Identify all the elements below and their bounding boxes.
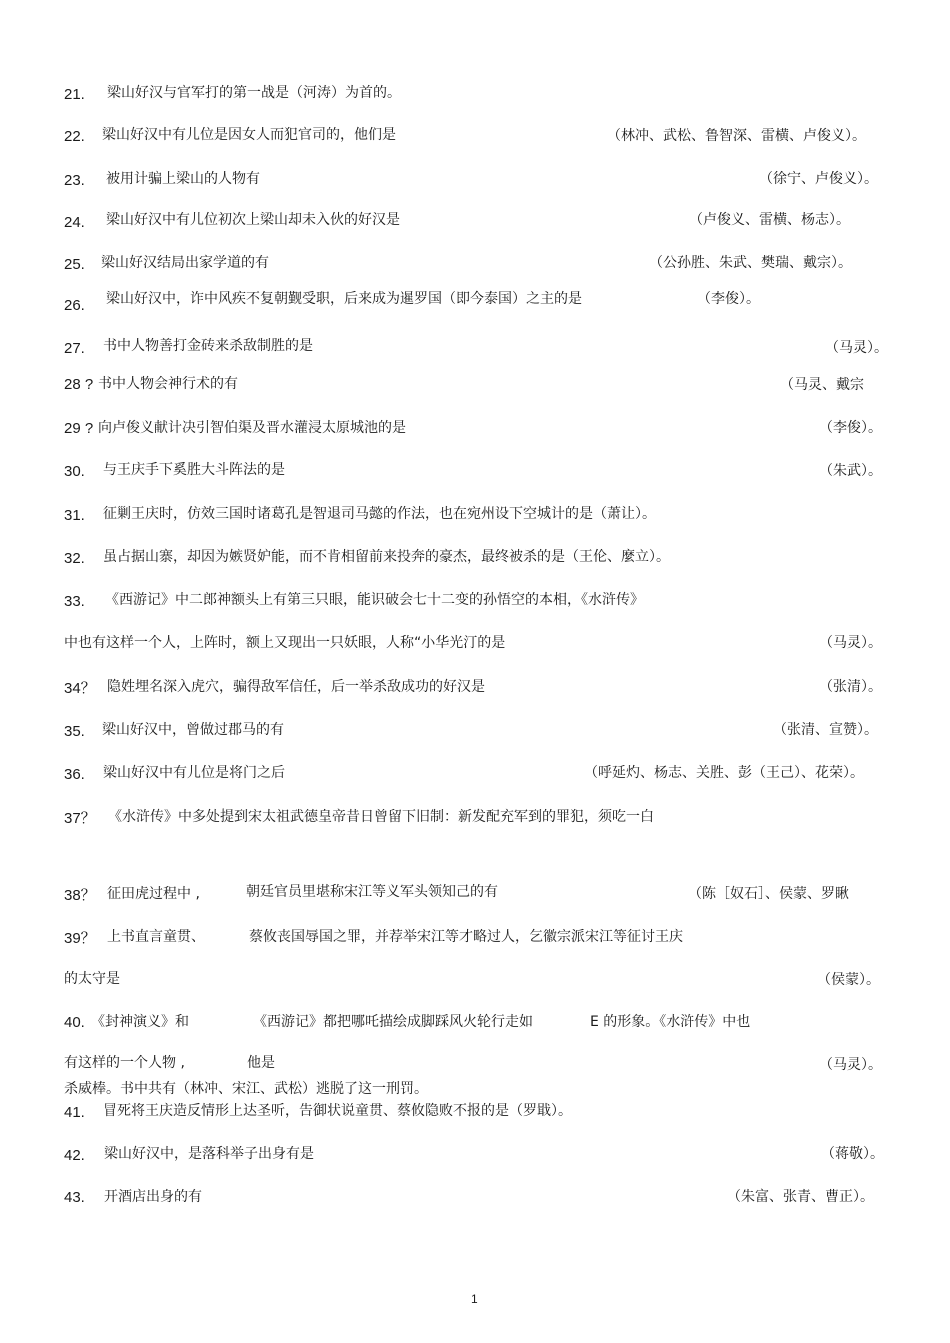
question-text-part: 蔡攸丧国辱国之罪，并荐举宋江等才略过人，乞徽宗派宋江等征讨王庆 [249, 929, 683, 945]
question-text: 上书直言童贯、 [107, 929, 205, 945]
question-answer: （徐宁、卢俊义）。 [759, 171, 878, 187]
question-number: 38？ [64, 887, 96, 904]
question-number: 33. [64, 593, 85, 610]
question-text: 征田虎过程中 , [107, 886, 200, 902]
question-number: 25. [64, 256, 85, 273]
question-text: 梁山好汉中有儿位是将门之后 [103, 765, 285, 781]
question-answer: （马灵、戴宗 [780, 377, 864, 393]
question-text: 梁山好汉结局出家学道的有 [101, 255, 269, 271]
question-number: 32. [64, 550, 85, 567]
question-answer: （马灵）。 [819, 635, 882, 651]
question-text: 隐姓埋名深入虎穴，骗得敌军信任，后一举杀敌成功的好汉是 [107, 679, 485, 695]
question-text: 梁山好汉中，是落科举子出身有是 [104, 1146, 314, 1162]
question-text: 书中人物会神行术的有 [98, 376, 238, 392]
question-text: 梁山好汉与官军打的第一战是（河涛）为首的。 [107, 85, 401, 101]
question-number: 35. [64, 723, 85, 740]
question-text-part: 《西游记》都把哪吒描绘成脚踩风火轮行走如 [253, 1014, 533, 1030]
question-text: 梁山好汉中有儿位是因女人而犯官司的，他们是 [102, 127, 396, 143]
question-number: 24. [64, 214, 85, 231]
question-text: 被用计骗上梁山的人物有 [106, 171, 260, 187]
question-number: 42. [64, 1147, 85, 1164]
question-number: 29 ? [64, 420, 94, 437]
question-answer: （李俊）。 [697, 291, 760, 307]
question-answer: （朱武）。 [819, 463, 882, 479]
question-answer: （蒋敬）。 [821, 1146, 884, 1162]
question-answer: （呼延灼、杨志、关胜、彭（王己）、花荣）。 [584, 765, 864, 781]
question-text: 向卢俊义献计决引智伯渠及晋水灌浸太原城池的是 [98, 420, 406, 436]
question-answer: （张清）。 [819, 679, 882, 695]
page-number: 1 [471, 1292, 478, 1306]
question-number: 37？ [64, 810, 96, 827]
question-number: 40. [64, 1014, 85, 1031]
question-number: 21. [64, 86, 85, 103]
question-text: 虽占据山寨，却因为嫉贤妒能，而不肯相留前来投奔的豪杰，最终被杀的是（王伦、麼立）。 [103, 549, 670, 565]
question-text-continued: 有这样的一个人物 , [64, 1055, 185, 1071]
question-answer: （张清、宣赞）。 [773, 722, 878, 738]
question-answer: （朱富、张青、曹正）。 [727, 1189, 874, 1205]
question-answer: （卢俊义、雷横、杨志）。 [689, 212, 850, 228]
question-text: 冒死将王庆造反情形上达圣听，告御状说童贯、蔡攸隐败不报的是（罗戢）。 [103, 1103, 572, 1119]
question-text: 《水浒传》中多处提到宋太祖武德皇帝昔日曾留下旧制：新发配充军到的罪犯，须吃一白 [108, 809, 654, 825]
question-37-continued: 杀威棒。书中共有（林冲、宋江、武松）逃脱了这一刑罚。 [64, 1081, 428, 1097]
question-answer: （马灵）。 [819, 1057, 882, 1073]
question-text-part: 朝廷官员里堪称宋江等义军头领知己的有 [246, 884, 498, 900]
question-number: 30. [64, 463, 85, 480]
question-number: 34？ [64, 680, 96, 697]
question-number: 36. [64, 766, 85, 783]
question-text-part: 他是 [247, 1055, 275, 1071]
question-number: 41. [64, 1104, 85, 1121]
question-text: 《西游记》中二郎神额头上有第三只眼，能识破会七十二变的孙悟空的本相，《水浒传》 [105, 592, 644, 608]
question-number: 27. [64, 340, 85, 357]
question-text-continued: 中也有这样一个人，上阵时，额上又现出一只妖眼，人称“小华光汀的是 [64, 635, 506, 651]
question-answer: （马灵）。 [825, 340, 888, 356]
question-text-part: E 的形象。《水浒传》中也 [590, 1014, 751, 1030]
question-text: 梁山好汉中，曾做过郡马的有 [102, 722, 284, 738]
question-number: 31. [64, 507, 85, 524]
question-text: 与王庆手下奚胜大斗阵法的是 [103, 462, 285, 478]
question-number: 23. [64, 172, 85, 189]
question-text: 开酒店出身的有 [104, 1189, 202, 1205]
question-answer: （陈［奴石］、侯蒙、罗瞅 [688, 886, 849, 902]
question-text: 梁山好汉中有儿位初次上梁山却未入伙的好汉是 [106, 212, 400, 228]
question-text: 书中人物善打金砖来杀敌制胜的是 [103, 338, 313, 354]
question-number: 39？ [64, 930, 96, 947]
question-text-continued: 的太守是 [64, 971, 120, 987]
question-number: 28 ? [64, 376, 94, 393]
question-answer: （林冲、武松、鲁智深、雷横、卢俊义）。 [607, 128, 866, 144]
question-number: 22. [64, 128, 85, 145]
question-answer: （侯蒙）。 [817, 972, 880, 988]
question-text: 《封神演义》和 [91, 1014, 189, 1030]
question-answer: （李俊）。 [819, 420, 882, 436]
question-answer: （公孙胜、朱武、樊瑞、戴宗）。 [649, 255, 852, 271]
question-text: 梁山好汉中，诈中风疾不复朝觐受职，后来成为暹罗国（即今泰国）之主的是 [106, 291, 582, 307]
question-number: 43. [64, 1189, 85, 1206]
question-number: 26. [64, 297, 85, 314]
question-text: 征剿王庆时，仿效三国时诸葛孔是智退司马懿的作法，也在宛州设下空城计的是（萧让）。 [103, 506, 656, 522]
